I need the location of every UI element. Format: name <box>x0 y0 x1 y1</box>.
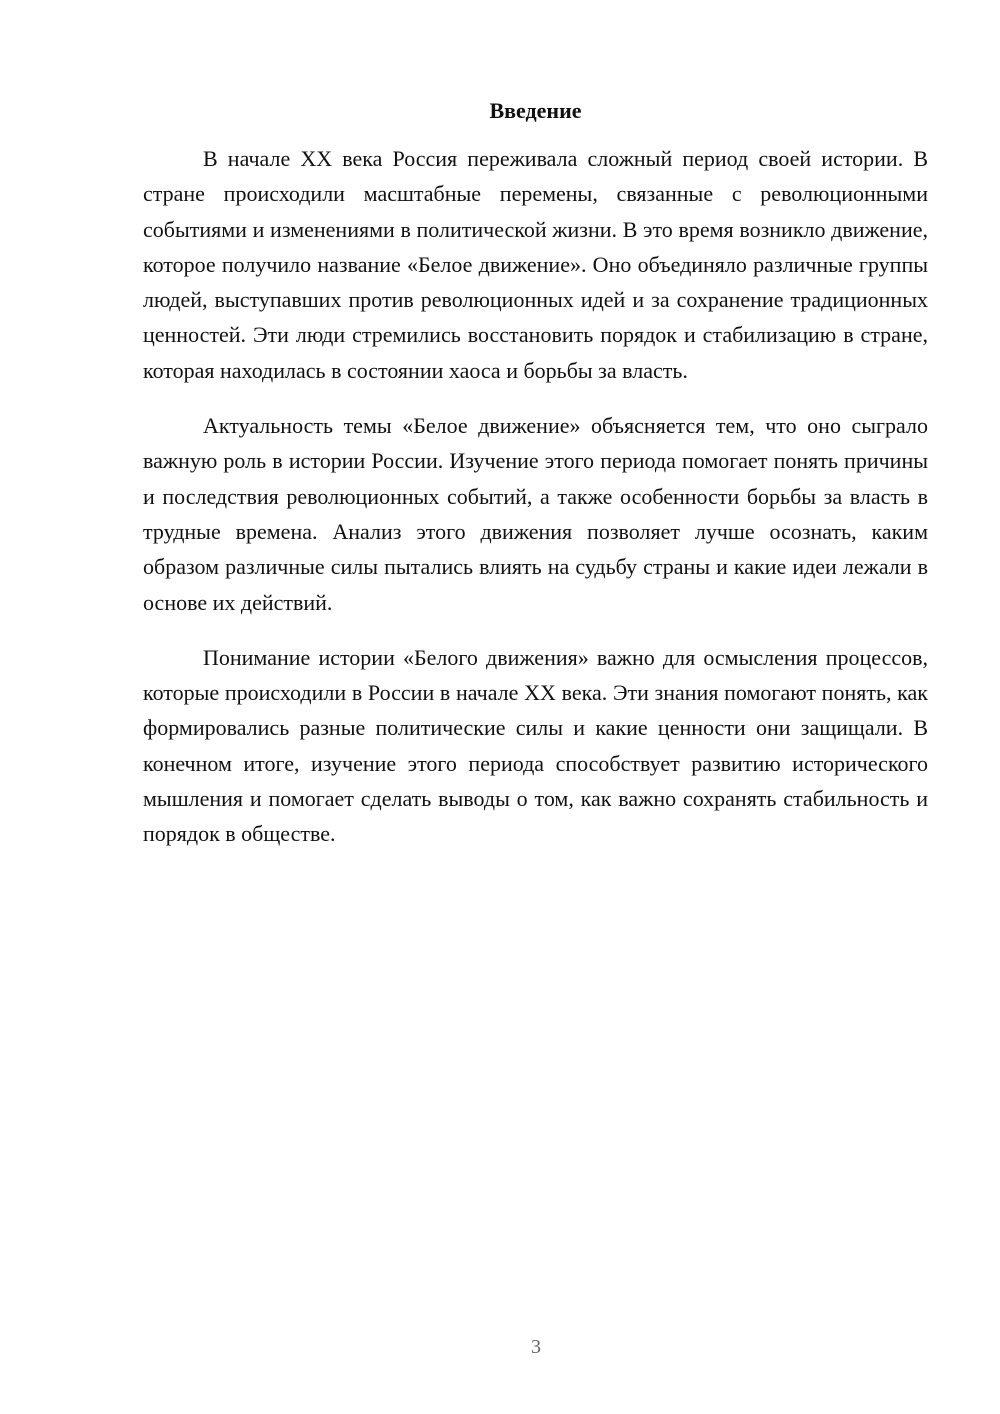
paragraph-3: Понимание истории «Белого движения» важно для осмысления процессов, которые происходили в России в начале XX века. Эти знания помогают понять, как формировались разные политические силы и какие ценности они защищали. В конечном итоге, изучение этого периода способствует развитию исторического мышления и помогает сделать выводы о том, как важно сохранять стабильность и порядок в обществе. <box>143 644 928 847</box>
section-title: Введение <box>489 98 582 123</box>
paragraph-2: Актуальность темы «Белое движение» объясняется тем, что оно сыграло важную роль в истории России. Изучение этого периода помогает понять причины и последствия революционных событий, а также особенности борьбы за власть в трудные времена. Анализ этого движения позволяет лучше осознать, каким образом различные силы пытались влиять на судьбу страны и какие идеи лежали в основе их действий. <box>143 413 928 615</box>
paragraph-1: В начале XX века Россия переживала сложный период своей истории. В стране происходили масштабные перемены, связанные с революционными событиями и изменениями в политической жизни. В это время возникло движение, которое получило название «Белое движение». Оно объединяло различные группы людей, выступавших против революционных идей и за сохранение традиционных ценностей. Эти люди стремились восстановить порядок и стабилизацию в стране, которая находилась в состоянии хаоса и борьбы за власть. <box>143 146 928 383</box>
page-number: 3 <box>531 1336 541 1358</box>
page-content <box>143 94 928 852</box>
